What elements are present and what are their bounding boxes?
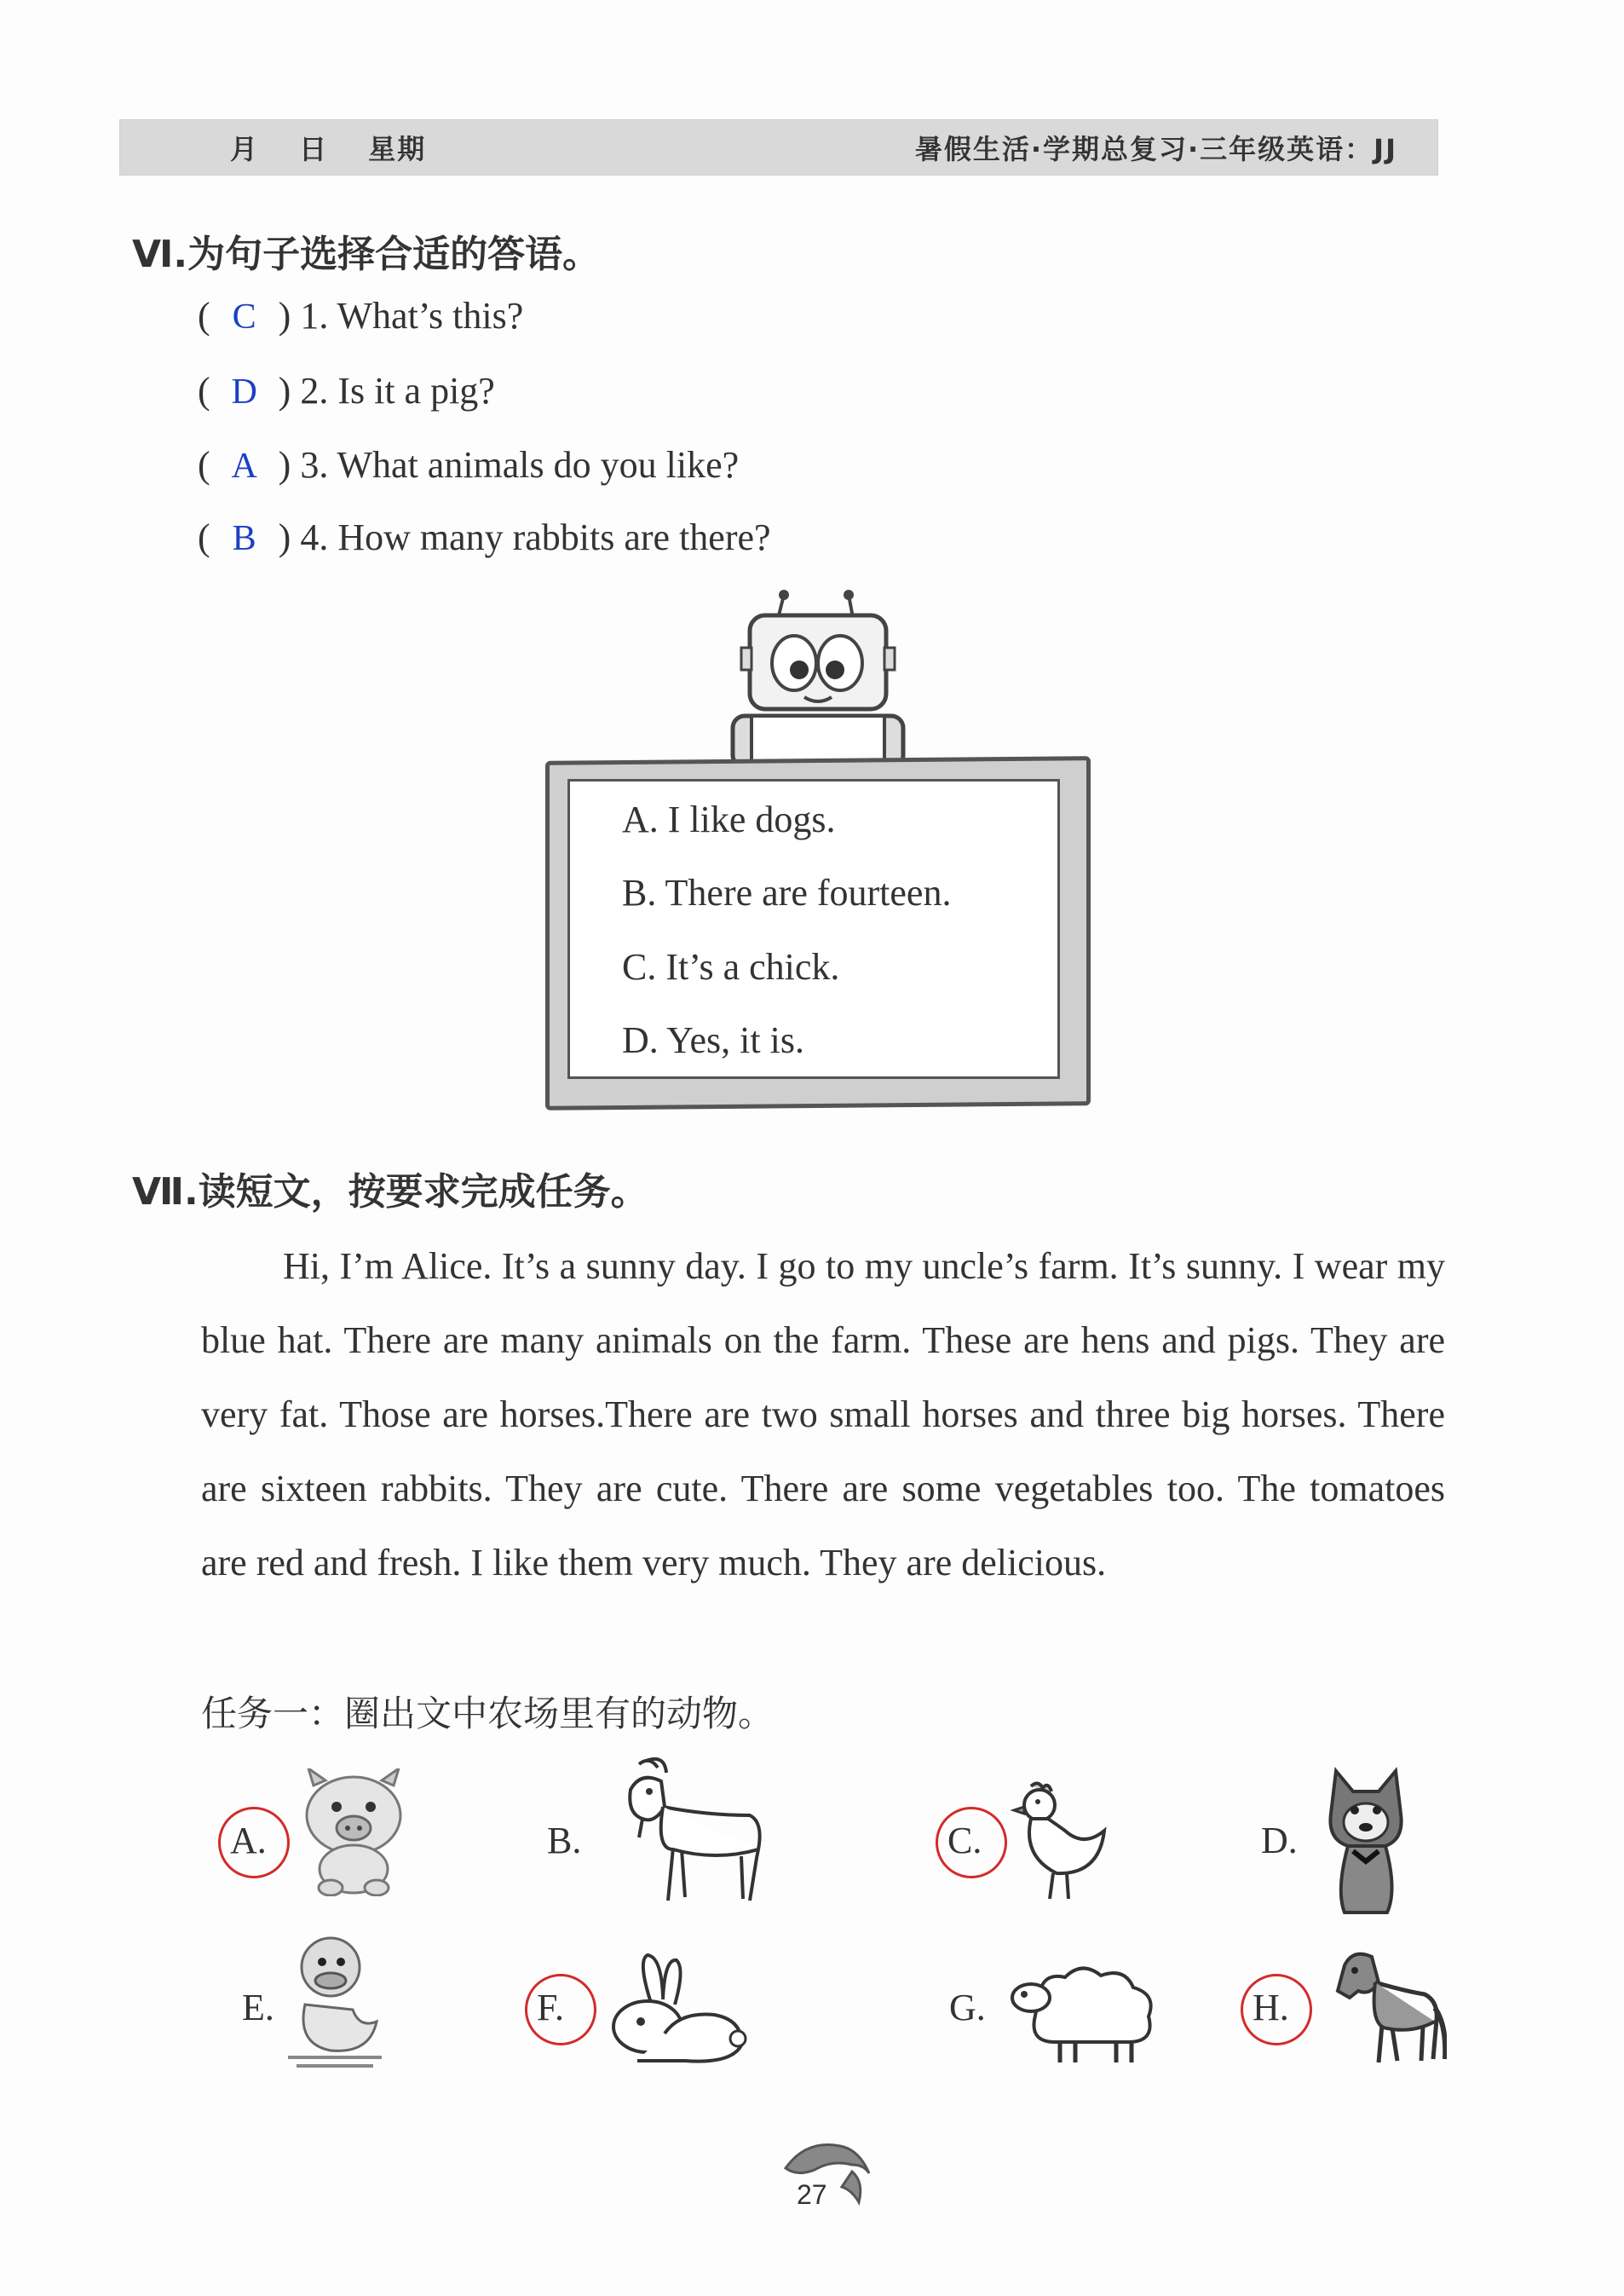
dolphin-icon — [780, 2131, 874, 2207]
page-number: 27 — [797, 2179, 827, 2210]
duck-icon — [288, 1928, 382, 2073]
sheep-icon — [1005, 1960, 1159, 2066]
section-7-title: Ⅶ.读短文，按要求完成任务。 — [132, 1170, 648, 1214]
question-4-text: 4. How many rabbits are there? — [300, 516, 771, 558]
option-d-label: D. — [1261, 1820, 1298, 1861]
question-row-2 — [198, 369, 495, 412]
board-option-c: C. It’s a chick. — [622, 946, 840, 988]
hen-icon — [1005, 1780, 1108, 1907]
question-row-1 — [198, 294, 523, 337]
board-option-b: B. There are fourteen. — [622, 872, 952, 914]
answer-board — [545, 759, 1091, 1108]
dog-icon — [1319, 1762, 1413, 1916]
task-1-instruction: 任务一：圈出文中农场里有的动物。 — [201, 1693, 775, 1734]
question-1-text: 1. What’s this? — [300, 295, 524, 337]
option-c-label: C. — [947, 1820, 982, 1861]
answer-4[interactable]: B — [232, 519, 256, 558]
option-a-label: A. — [230, 1820, 267, 1861]
option-e-label: E. — [242, 1987, 274, 2028]
header-book-title: 暑假生活·学期总复习·三年级英语：JJ — [914, 133, 1397, 165]
question-row-3 — [198, 443, 739, 487]
answer-2[interactable]: D — [231, 372, 257, 412]
question-paren-open: ( — [198, 516, 210, 558]
option-b-label: B. — [547, 1820, 582, 1861]
pig-icon — [298, 1768, 409, 1896]
question-2-text: 2. Is it a pig? — [300, 370, 495, 412]
option-h-label: H. — [1253, 1987, 1289, 2028]
answer-3[interactable]: A — [231, 447, 257, 486]
horse-icon — [1319, 1948, 1447, 2076]
answer-1[interactable]: C — [232, 297, 256, 337]
question-paren-open: ( — [198, 370, 210, 412]
robot-icon — [699, 588, 937, 767]
page-header — [119, 119, 1438, 176]
question-paren-open: ( — [198, 444, 210, 486]
question-paren-close: ) — [278, 444, 291, 486]
option-g-label: G. — [949, 1987, 986, 2028]
question-paren-open: ( — [198, 295, 210, 337]
section-6-title: Ⅵ.为句子选择合适的答语。 — [132, 233, 601, 276]
goat-icon — [596, 1756, 767, 1918]
rabbit-icon — [603, 1952, 748, 2071]
question-paren-close: ) — [278, 295, 291, 337]
question-row-4 — [198, 516, 771, 559]
option-f-label: F. — [537, 1987, 564, 2028]
question-paren-close: ) — [278, 516, 291, 558]
header-date-label: 月 日 星期 — [230, 133, 427, 165]
board-option-a: A. I like dogs. — [622, 799, 836, 840]
board-option-d: D. Yes, it is. — [622, 1019, 804, 1061]
question-paren-close: ) — [278, 370, 291, 412]
reading-passage: Hi, I’m Alice. It’s a sunny day. I go to my uncle’s farm. It’s sunny. I wear my blue hat. There are many animals on the farm. These are hens and pigs. They are very fat. Those are horses.There are two small horses and three big horses. There are sixteen rabbits. They are cute. There are some vegetables too. The tomatoes are red and fresh. I like them very much. They are delicious. — [201, 1245, 1445, 1584]
question-3-text: 3. What animals do you like? — [300, 444, 740, 486]
